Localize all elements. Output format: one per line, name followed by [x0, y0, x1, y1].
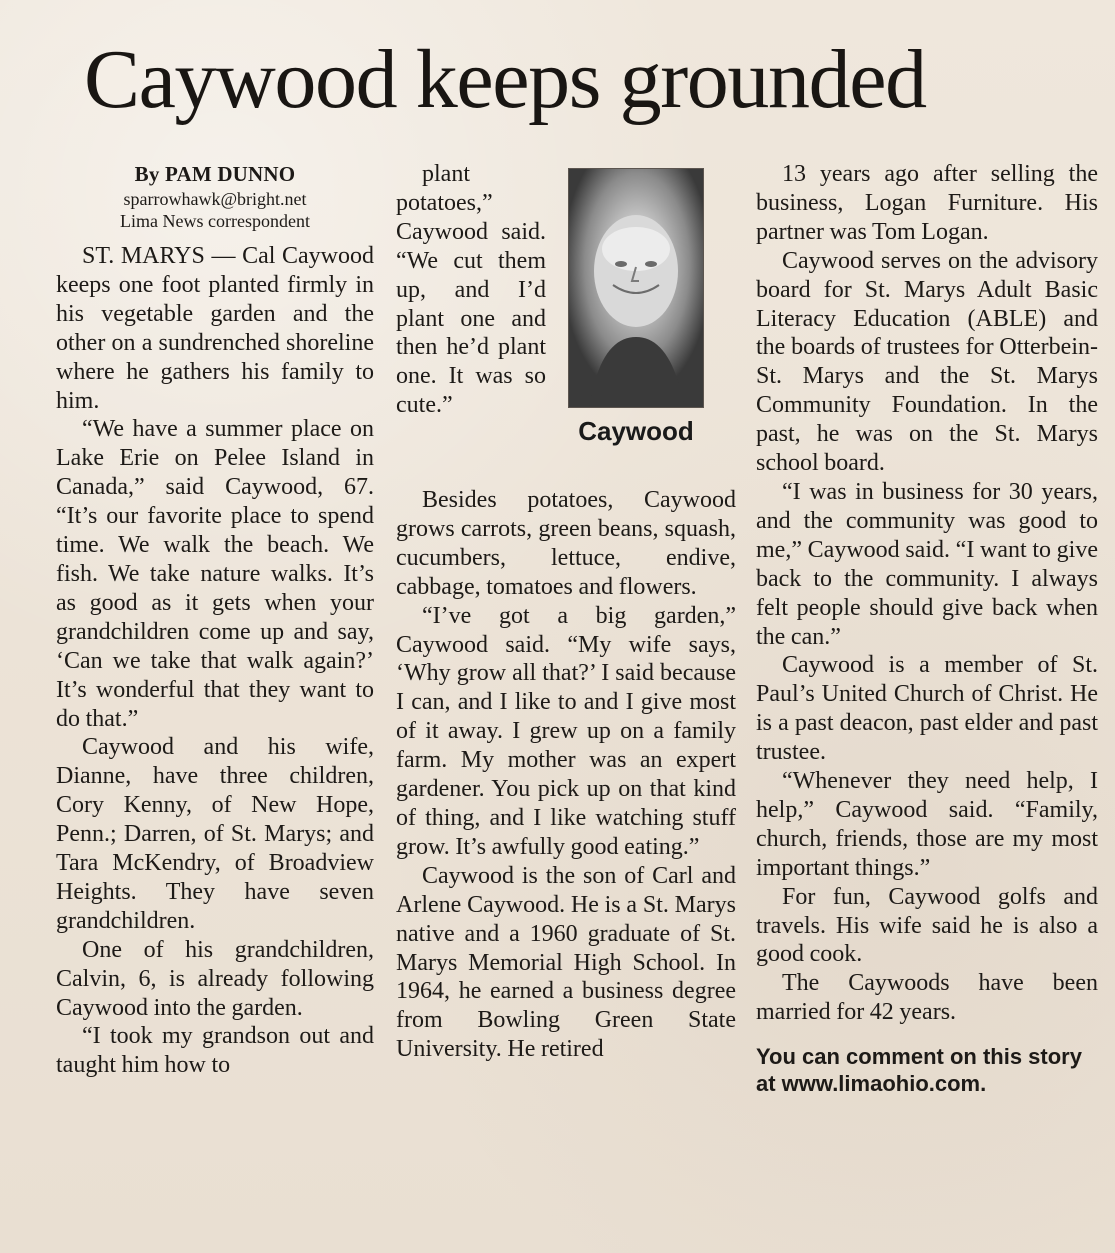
- paragraph: Besides potatoes, Caywood grows carrots, green beans, squash, cucumbers, lettuce, endive, cabbage, tomatoes and flowers.: [396, 487, 736, 600]
- column-1: [56, 160, 374, 1080]
- portrait-photo: [568, 168, 704, 408]
- paragraph: The Caywoods have been married for 42 years.: [756, 970, 1098, 1026]
- column-3: [756, 160, 1098, 1097]
- paragraph: One of his grandchildren, Calvin, 6, is already following Caywood into the garden.: [56, 936, 374, 1021]
- headline: Caywood keeps grounded: [84, 33, 926, 126]
- paragraph: Caywood is a member of St. Paul’s United Church of Christ. He is a past deacon, past elder and past trustee.: [756, 652, 1098, 766]
- paragraph: “Whenever they need help, I help,” Caywood said. “Family, church, friends, those are my most important things.”: [756, 768, 1098, 881]
- photo-caption: Caywood: [578, 416, 694, 446]
- paragraph: “I took my grandson out and taught him how to: [56, 1023, 374, 1079]
- paragraph: “I was in business for 30 years, and the community was good to me,” Caywood said. “I want to give back to the community. I always felt people should give back when the can.”: [756, 478, 1098, 650]
- byline-role: Lima News correspondent: [120, 211, 310, 231]
- paragraph: “I’ve got a big garden,” Caywood said. “My wife says, ‘Why grow all that?’ I said because I can, and I like to and I give most of it away. I grew up on a family farm. My mother was an expert gardener. You pick up on that kind of thing, and I like watching stuff grow. It’s awfully good eating.”: [396, 602, 736, 860]
- column-2-wide-text: [396, 486, 736, 1064]
- byline-author: By PAM DUNNO: [134, 162, 296, 186]
- paragraph: Caywood serves on the advisory board for St. Marys Adult Basic Literacy Education (ABLE) and the boards of trustees for Otterbein-St. Marys and the St. Marys Community Foundation. In the past, he was on the St. Marys school board.: [756, 247, 1098, 477]
- byline: [56, 160, 374, 232]
- photo-block: [568, 168, 704, 446]
- comment-line: You can comment on this story at www.limaohio.com.: [756, 1044, 1082, 1097]
- paragraph: 13 years ago after selling the business, Logan Furniture. His partner was Tom Logan.: [756, 161, 1098, 245]
- byline-email: sparrowhawk@bright.net: [123, 189, 307, 209]
- column-1-text: [56, 242, 374, 1080]
- paragraph: plant potatoes,” Caywood said. “We cut them up, and I’d plant one and then he’d plant one. It was so cute.”: [396, 161, 546, 419]
- paragraph: “We have a summer place on Lake Erie on Pelee Island in Canada,” said Caywood, 67. “It’s our favorite place to spend time. We walk the beach. We fish. We take nature walks. It’s as good as it gets when your grandchildren come up and say, ‘Can we take that walk again?’ It’s wonderful that they want to do that.”: [56, 416, 374, 732]
- column-3-text: [756, 160, 1098, 1027]
- column-2-narrow-text: [396, 160, 546, 420]
- paragraph: Caywood is the son of Carl and Arlene Caywood. He is a St. Marys native and a 1960 graduate of St. Marys Memorial High School. In 1964, he earned a business degree from Bowling Green State University. He retired: [396, 862, 736, 1063]
- paragraph: ST. MARYS — Cal Caywood keeps one foot planted firmly in his vegetable garden and the other on a sundrenched shoreline where he gathers his family to him.: [56, 243, 374, 414]
- paragraph: Caywood and his wife, Dianne, have three children, Cory Kenny, of New Hope, Penn.; Darren, of St. Marys; and Tara McKendry, of Broadview Heights. They have seven grandchildren.: [56, 734, 374, 934]
- paragraph: For fun, Caywood golfs and travels. His wife said he is also a good cook.: [756, 883, 1098, 968]
